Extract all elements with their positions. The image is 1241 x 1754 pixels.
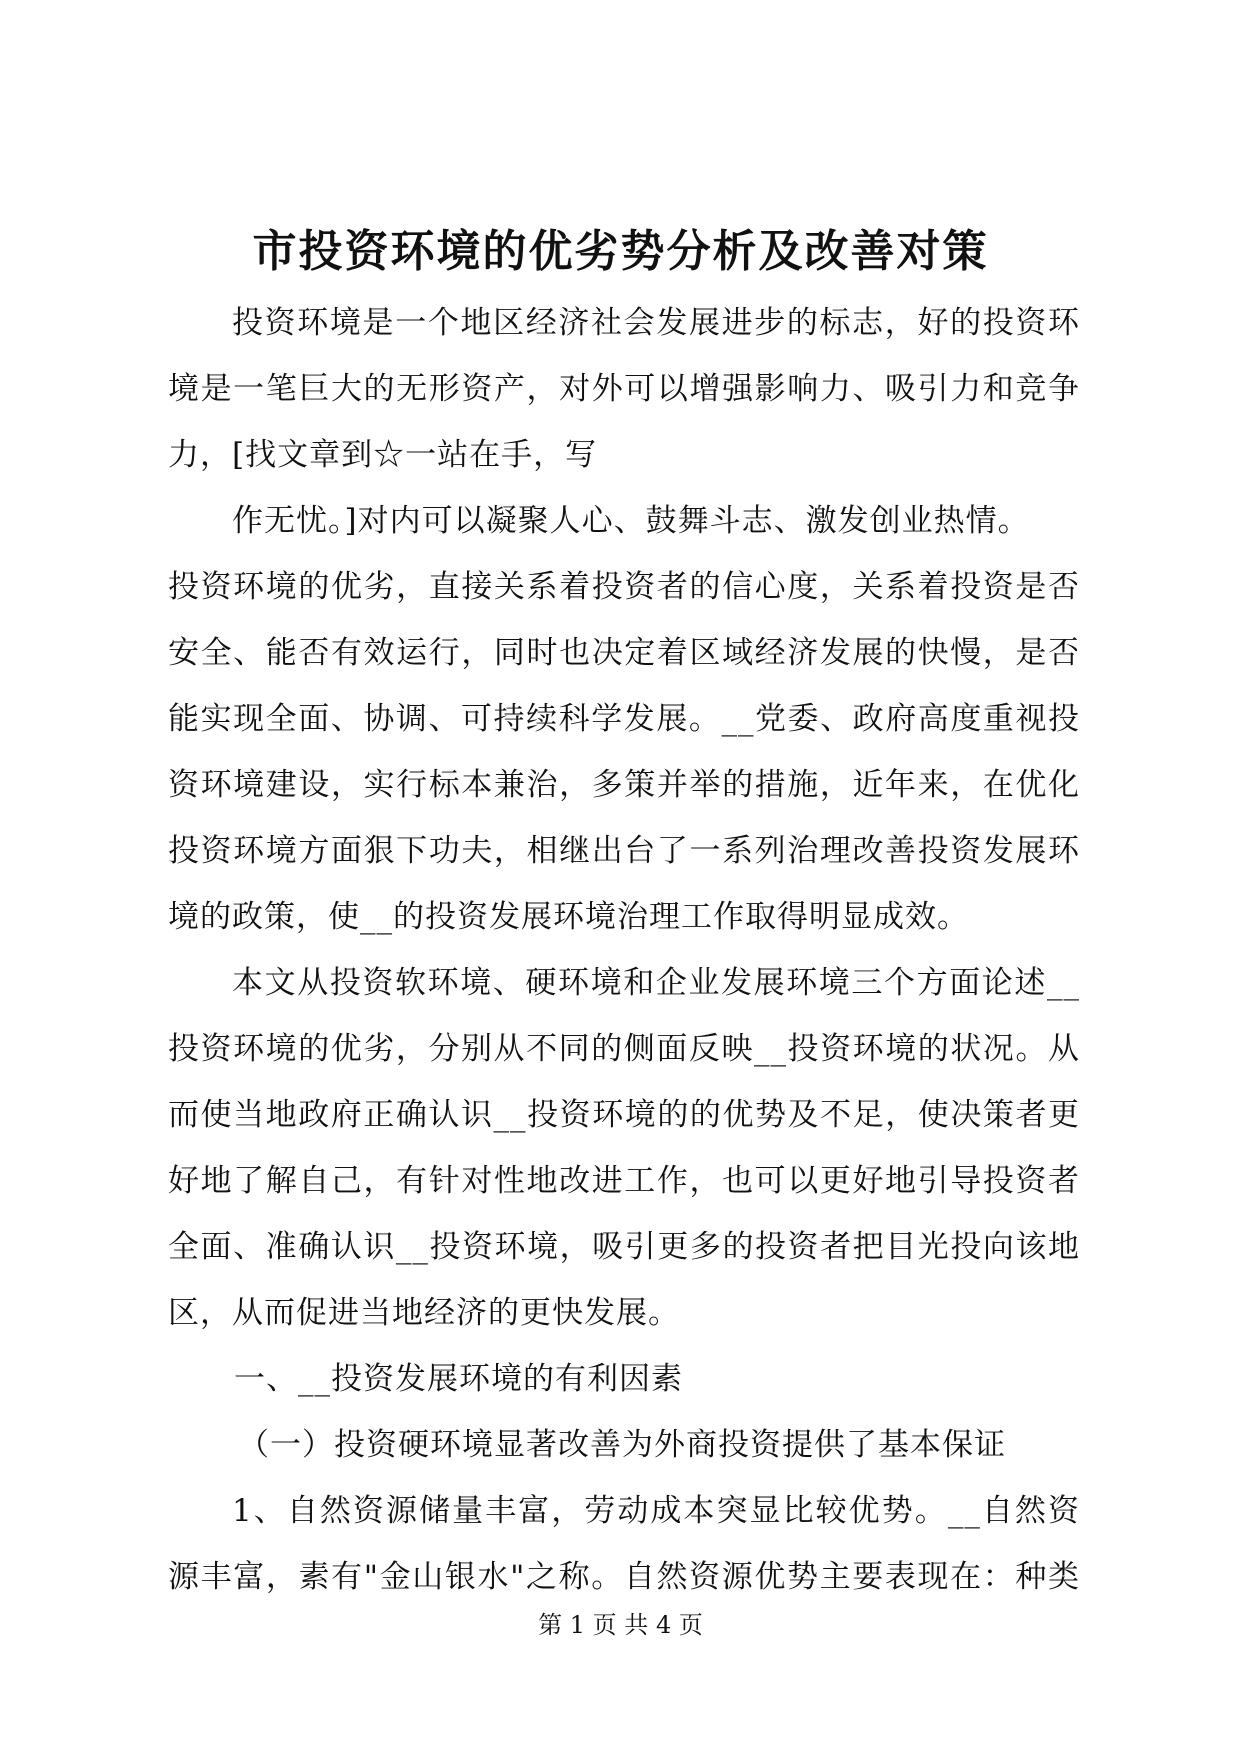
- paragraph-line: 安全、能否有效运行，同时也决定着区域经济发展的快慢，是否: [168, 635, 1080, 671]
- paragraph-line: 好地了解自己，有针对性地改进工作，也可以更好地引导投资者: [168, 1163, 1080, 1199]
- paragraph-line: 力，[找文章到☆一站在手，写: [168, 437, 598, 473]
- paragraph-line: 境是一笔巨大的无形资产，对外可以增强影响力、吸引力和竞争: [168, 371, 1080, 407]
- paragraph-line: 区，从而促进当地经济的更快发展。: [168, 1295, 680, 1331]
- paragraph-line: 全面、准确认识__投资环境，吸引更多的投资者把目光投向该地: [168, 1229, 1080, 1265]
- paragraph-line: 投资环境是一个地区经济社会发展进步的标志，好的投资环: [232, 305, 1080, 341]
- paragraph-line: 源丰富，素有"金山银水"之称。自然资源优势主要表现在：种类: [168, 1559, 1080, 1595]
- paragraph-line: 能实现全面、协调、可持续科学发展。__党委、政府高度重视投: [168, 701, 1080, 737]
- paragraph-line: 而使当地政府正确认识__投资环境的的优势及不足，使决策者更: [168, 1097, 1080, 1133]
- document-title: 市投资环境的优劣势分析及改善对策: [252, 226, 989, 277]
- paragraph-line: 1、自然资源储量丰富，劳动成本突显比较优势。__自然资: [232, 1493, 1080, 1529]
- paragraph-line: 投资环境的优劣，直接关系着投资者的信心度，关系着投资是否: [168, 569, 1080, 605]
- section-heading: 一、__投资发展环境的有利因素: [234, 1361, 683, 1397]
- paragraph-line: 投资环境的优劣，分别从不同的侧面反映__投资环境的状况。从: [168, 1031, 1080, 1067]
- paragraph-line: 本文从投资软环境、硬环境和企业发展环境三个方面论述__: [232, 965, 1080, 1001]
- paragraph-line: 作无忧。]对内可以凝聚人心、鼓舞斗志、激发创业热情。: [232, 503, 1030, 539]
- paragraph-line: 境的政策，使__的投资发展环境治理工作取得明显成效。: [168, 899, 969, 935]
- subsection-heading: （一）投资硬环境显著改善为外商投资提供了基本保证: [238, 1427, 1006, 1463]
- page-number-footer: 第 1 页 共 4 页: [538, 1611, 703, 1639]
- paragraph-line: 资环境建设，实行标本兼治，多策并举的措施，近年来，在优化: [168, 767, 1080, 803]
- document-body: [168, 290, 1080, 1610]
- paragraph-line: 投资环境方面狠下功夫，相继出台了一系列治理改善投资发展环: [168, 833, 1080, 869]
